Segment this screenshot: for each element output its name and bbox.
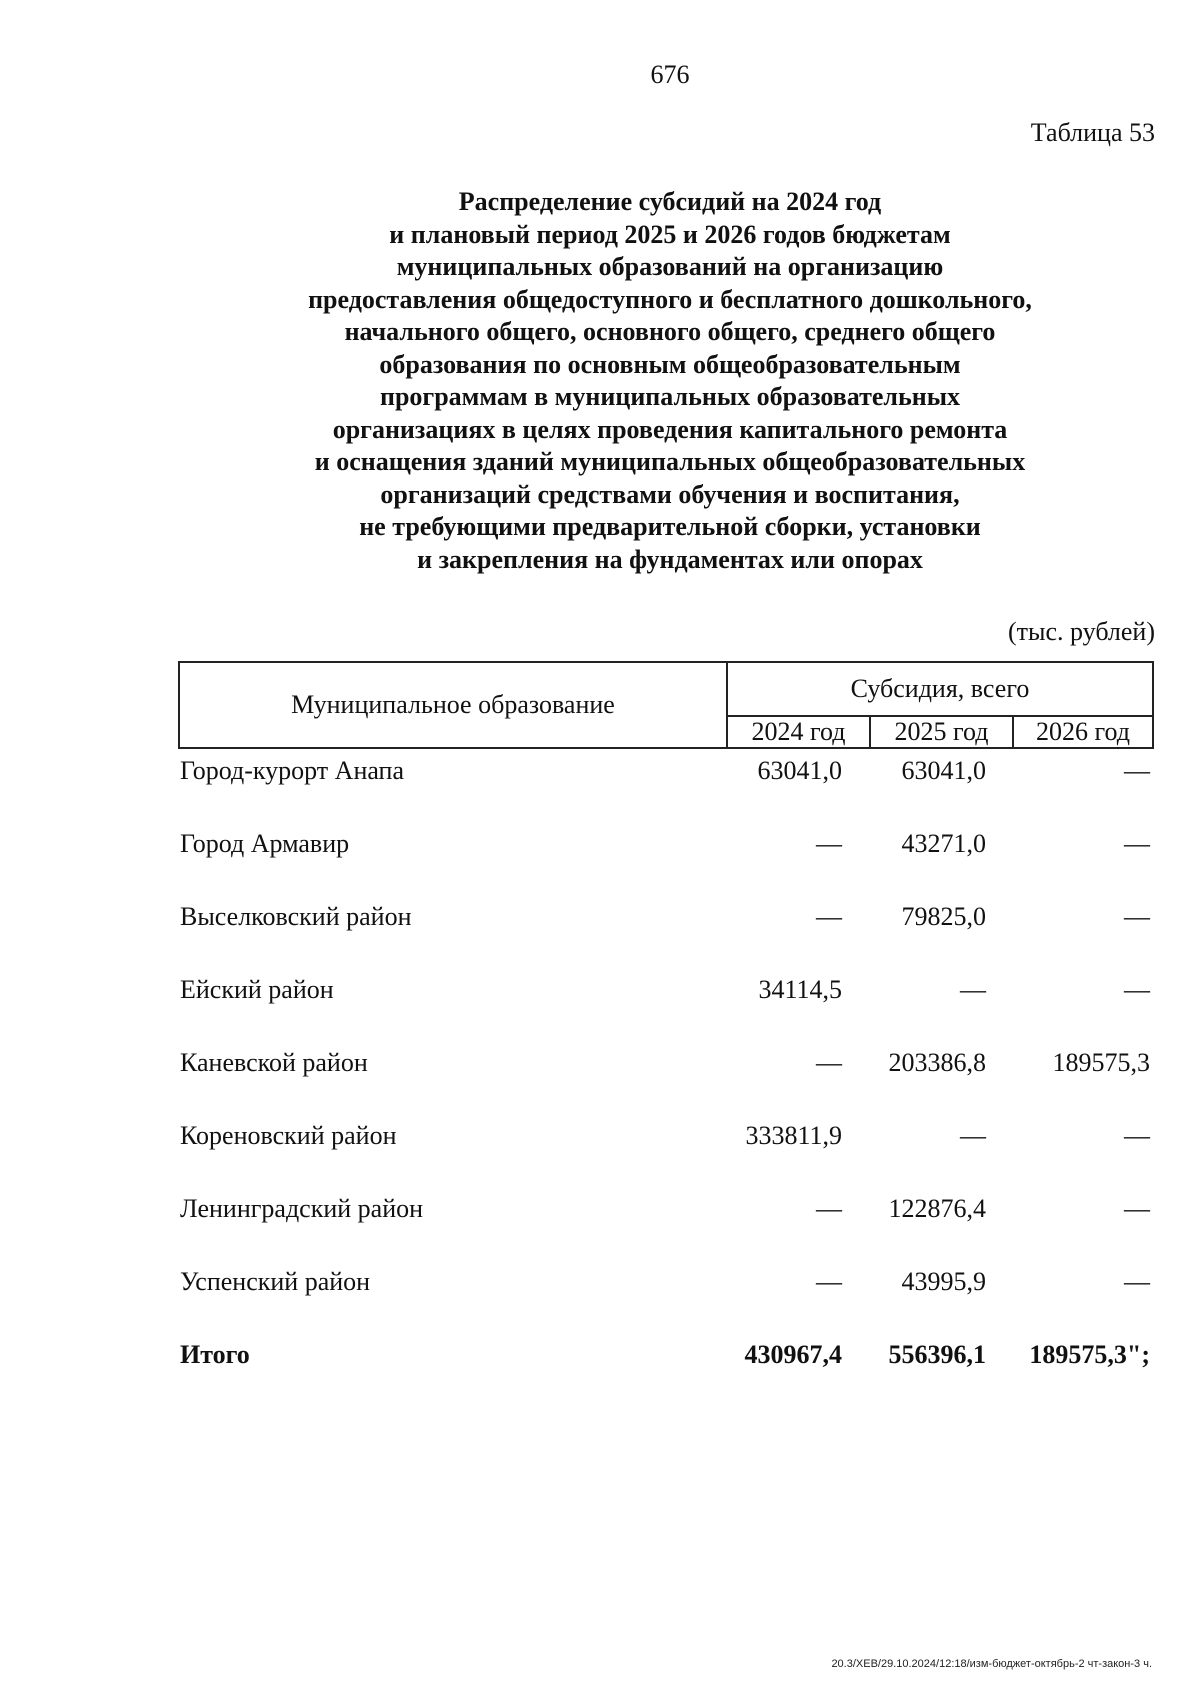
row-value-2026: — — [1124, 756, 1150, 785]
table-row — [178, 1267, 1154, 1340]
header-year-2024: 2024 год — [728, 717, 871, 747]
document-footer: 20.3/ХЕВ/29.10.2024/12:18/изм-бюджет-октябрь-2 чт-закон-3 ч. — [831, 1658, 1152, 1670]
row-municipality: Ленинградский район — [180, 1194, 424, 1223]
row-municipality: Успенский район — [180, 1267, 371, 1296]
row-value-2026: — — [1124, 1194, 1150, 1223]
row-value-2026: — — [1124, 902, 1150, 931]
row-value-2025: 63041,0 — [901, 756, 986, 785]
header-municipality: Муниципальное образование — [180, 663, 728, 747]
row-value-2025: 43271,0 — [901, 829, 986, 858]
title-line: организациях в целях проведения капитального ремонта — [332, 414, 1008, 444]
row-value-2024: 333811,9 — [745, 1121, 842, 1150]
table-row — [178, 1048, 1154, 1121]
document-title — [180, 186, 1160, 576]
total-value-2026: 189575,3"; — [1029, 1340, 1150, 1369]
row-value-2026: — — [1124, 829, 1150, 858]
row-municipality: Ейский район — [180, 975, 334, 1004]
title-line: начального общего, основного общего, среднего общего — [344, 317, 996, 346]
row-municipality: Город Армавир — [180, 829, 350, 858]
title-line: не требующими предварительной сборки, установки — [359, 512, 981, 541]
title-line: и плановый период 2025 и 2026 годов бюджетам — [389, 219, 951, 249]
table-total-row — [178, 1340, 1154, 1413]
row-value-2024: — — [816, 1194, 842, 1223]
table-row — [178, 1194, 1154, 1267]
row-municipality: Кореновский район — [180, 1121, 397, 1150]
title-line: и оснащения зданий муниципальных общеобразовательных — [314, 447, 1026, 476]
title-line: образования по основным общеобразовательным — [379, 349, 961, 379]
row-value-2024: 63041,0 — [757, 756, 842, 785]
title-line: организаций средствами обучения и воспитания, — [380, 479, 960, 509]
row-municipality: Город-курорт Анапа — [180, 756, 405, 785]
row-value-2024: — — [816, 1048, 842, 1077]
title-line: Распределение субсидий на 2024 год — [458, 187, 882, 216]
row-value-2025: — — [960, 975, 986, 1004]
table-label: Таблица 53 — [1030, 118, 1155, 147]
header-subsidy-total: Субсидия, всего — [728, 663, 1152, 717]
title-line: муниципальных образований на организацию — [396, 252, 944, 281]
row-value-2025: — — [960, 1121, 986, 1150]
title-line: предоставления общедоступного и бесплатного дошкольного, — [308, 284, 1032, 314]
row-value-2026: — — [1124, 1267, 1150, 1296]
total-value-2025: 556396,1 — [888, 1340, 986, 1369]
row-value-2026: — — [1124, 975, 1150, 1004]
row-value-2024: — — [816, 902, 842, 931]
page-number: 676 — [650, 60, 690, 89]
title-line: программам в муниципальных образовательных — [379, 382, 961, 411]
table-row — [178, 829, 1154, 902]
table-header — [178, 661, 1154, 749]
total-label: Итого — [180, 1340, 250, 1369]
header-year-2026: 2026 год — [1036, 717, 1130, 746]
table-row — [178, 902, 1154, 975]
units-label: (тыс. рублей) — [1007, 617, 1155, 646]
row-value-2025: 203386,8 — [888, 1048, 986, 1077]
title-line: и закрепления на фундаментах или опорах — [417, 544, 923, 574]
row-value-2024: — — [816, 829, 842, 858]
row-municipality: Выселковский район — [180, 902, 412, 931]
row-value-2026: — — [1124, 1121, 1150, 1150]
total-value-2024: 430967,4 — [744, 1340, 842, 1369]
row-municipality: Каневской район — [180, 1048, 368, 1077]
row-value-2026: 189575,3 — [1052, 1048, 1150, 1077]
row-value-2024: — — [816, 1267, 842, 1296]
row-value-2025: 43995,9 — [901, 1267, 986, 1296]
row-value-2024: 34114,5 — [758, 975, 842, 1004]
row-value-2025: 122876,4 — [888, 1194, 986, 1223]
row-value-2025: 79825,0 — [901, 902, 986, 931]
header-year-2025: 2025 год — [871, 717, 1014, 747]
table-row — [178, 1121, 1154, 1194]
table-row — [178, 975, 1154, 1048]
table-body — [178, 756, 1154, 1413]
table-row — [178, 756, 1154, 829]
